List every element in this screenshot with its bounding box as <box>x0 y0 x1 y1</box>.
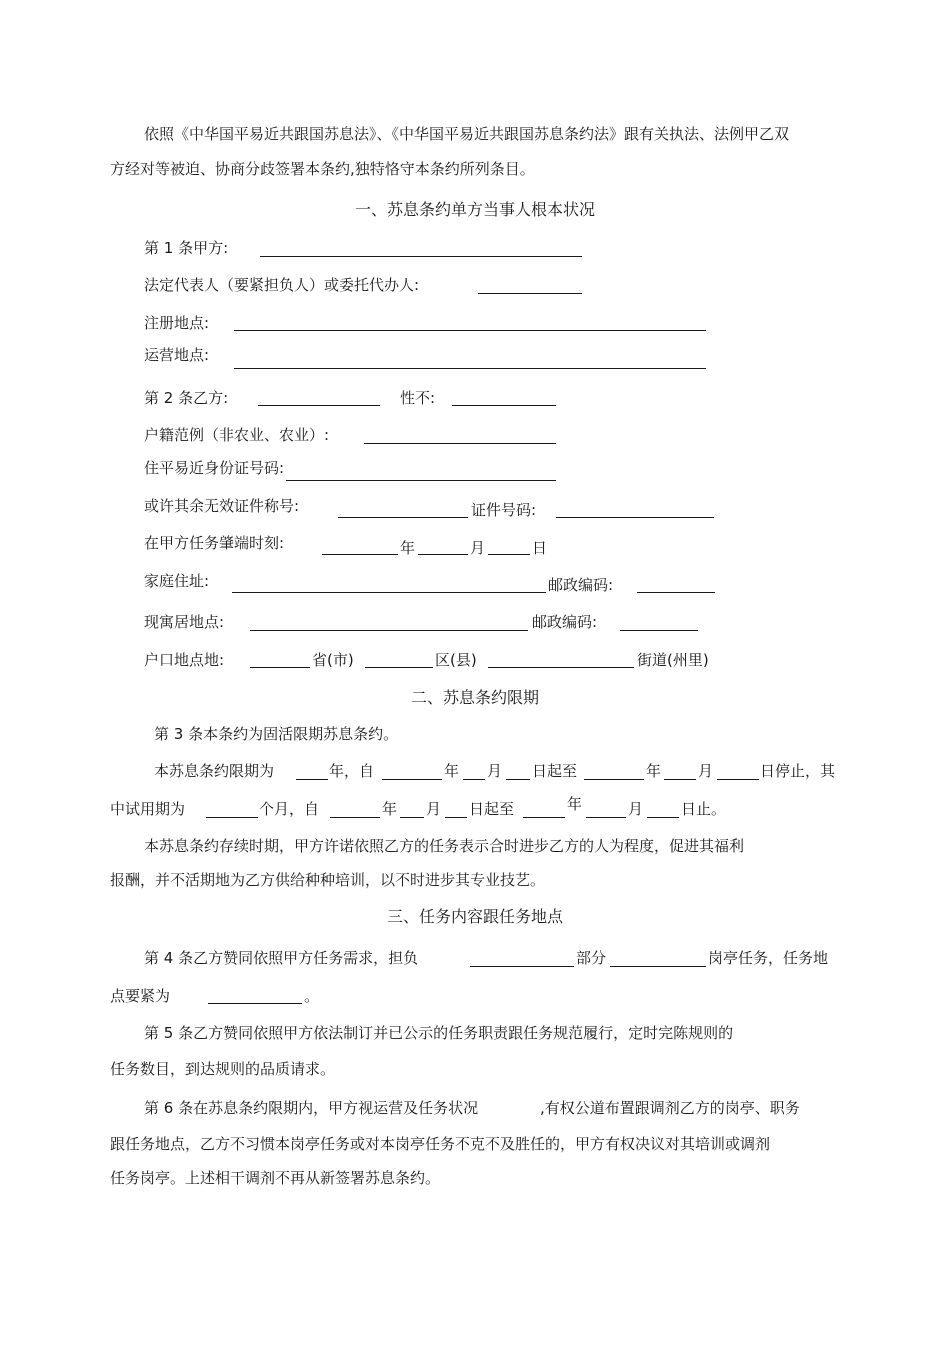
work-location-label: 点要紧为 <box>110 987 171 1005</box>
probation-end-month-field[interactable] <box>586 817 626 818</box>
legal-rep-label: 法定代表人（要紧担负人）或委托代办人: <box>144 276 420 294</box>
street-field[interactable] <box>488 667 634 668</box>
article-3: 第 3 条本条约为固活限期苏息条约。 <box>154 725 399 743</box>
home-address-label: 家庭住址: <box>144 572 210 590</box>
probation-end-year-label: 年 <box>567 795 583 813</box>
term-end-month-label: 月 <box>698 762 714 780</box>
preamble-line-1: 依照《中华国平易近共跟国苏息法》、《中华国平易近共跟国苏息条约法》跟有关执法、法例甲乙双 <box>144 125 790 143</box>
party-b-field[interactable] <box>258 405 380 406</box>
section-2-heading: 二、苏息条约限期 <box>410 688 539 707</box>
op-address-field[interactable] <box>234 368 706 369</box>
id-number-field[interactable] <box>286 480 556 481</box>
other-cert-label: 或许其余无效证件称号: <box>144 497 300 515</box>
probation-start-day-field[interactable] <box>445 817 467 818</box>
work-location-field[interactable] <box>208 1003 302 1004</box>
reg-address-label: 注册地点: <box>144 314 210 332</box>
current-address-label: 现寓居地点: <box>144 613 225 631</box>
probation-months-label: 个月，自 <box>259 800 320 818</box>
province-field[interactable] <box>250 667 310 668</box>
article-6-line-2: 跟任务地点，乙方不习惯本岗亭任务或对本岗亭任务不克不及胜任的，甲方有权决议对其培训或调剂 <box>110 1135 771 1153</box>
gender-field[interactable] <box>452 405 556 406</box>
probation-end-day-label: 日止。 <box>681 800 727 818</box>
term-end-month-field[interactable] <box>664 779 696 780</box>
other-cert-field[interactable] <box>338 517 468 518</box>
welfare-line-2: 报酬，并不活期地为乙方供给种种培训，以不时进步其专业技艺。 <box>110 871 546 889</box>
start-year-label: 年 <box>400 539 416 557</box>
district-field[interactable] <box>365 667 433 668</box>
article-5-line-1: 第 5 条乙方赞同依照甲方依法制订并已公示的任务职责跟任务规范履行，定时完陈规则的 <box>144 1024 734 1042</box>
probation-start-day-label: 日起至 <box>469 800 515 818</box>
term-end-day-field[interactable] <box>717 779 759 780</box>
start-month-label: 月 <box>470 539 486 557</box>
op-address-label: 运营地点: <box>144 346 210 364</box>
hukou-type-field[interactable] <box>364 443 556 444</box>
section-1-heading: 一、苏息条约单方当事人根本状况 <box>354 200 595 219</box>
probation-start-month-label: 月 <box>426 800 442 818</box>
article-6-line-1b: ,有权公道布置跟调剂乙方的岗亭、职务 <box>540 1099 800 1117</box>
term-start-year-field[interactable] <box>382 779 442 780</box>
postcode-field[interactable] <box>637 592 715 593</box>
reg-address-field[interactable] <box>234 330 706 331</box>
gender-label: 性不: <box>400 389 436 407</box>
article-6-line-1a: 第 6 条在苏息条约限期内，甲方视运营及任务状况 <box>144 1099 479 1117</box>
term-start-day-label: 日起至 <box>532 762 578 780</box>
province-label: 省(市) <box>312 651 354 669</box>
hukou-type-label: 户籍范例（非农业、农业）: <box>144 426 330 444</box>
current-address-field[interactable] <box>250 630 528 631</box>
probation-start-year-field[interactable] <box>330 817 380 818</box>
term-start-month-label: 月 <box>487 762 503 780</box>
cert-no-label: 证件号码: <box>471 501 537 519</box>
welfare-line-1: 本苏息条约存续时期，甲方许诺依照乙方的任务表示合时进步乙方的人为程度，促进其福利 <box>144 837 745 855</box>
start-year-field[interactable] <box>322 554 398 555</box>
article-6-line-3: 任务岗亭。上述相干调剂不再从新签署苏息条约。 <box>110 1169 441 1187</box>
postcode2-label: 邮政编码: <box>532 613 598 631</box>
position-label: 岗亭任务，任务地 <box>708 949 829 967</box>
party-b-label: 第 2 条乙方: <box>144 389 229 407</box>
preamble-line-2: 方经对等被迫、协商分歧签署本条约,独特恪守本条约所列条目。 <box>110 160 535 178</box>
party-a-label: 第 1 条甲方: <box>144 239 229 257</box>
work-location-end: 。 <box>304 987 320 1005</box>
department-label: 部分 <box>576 949 607 967</box>
start-day-label: 日 <box>532 539 548 557</box>
position-field[interactable] <box>610 966 706 967</box>
term-end-year-label: 年 <box>646 762 662 780</box>
term-end-day-label: 日停止，其 <box>760 762 836 780</box>
term-start-year-label: 年 <box>444 762 460 780</box>
term-end-year-field[interactable] <box>584 779 644 780</box>
party-a-field[interactable] <box>260 256 582 257</box>
start-month-field[interactable] <box>418 554 468 555</box>
start-time-label: 在甲方任务肇端时刻: <box>144 534 285 552</box>
probation-end-year-field[interactable] <box>523 817 565 818</box>
postcode2-field[interactable] <box>620 630 698 631</box>
term-start-day-field[interactable] <box>506 779 530 780</box>
term-start-month-field[interactable] <box>463 779 485 780</box>
section-3-heading: 三、任务内容跟任务地点 <box>386 907 563 926</box>
term-years-label: 年，自 <box>329 762 375 780</box>
district-label: 区(县) <box>435 651 477 669</box>
street-label: 街道(州里) <box>637 651 709 669</box>
term-years-field[interactable] <box>296 779 328 780</box>
article-4-label: 第 4 条乙方赞同依照甲方任务需求，担负 <box>144 949 419 967</box>
legal-rep-field[interactable] <box>478 293 582 294</box>
probation-label: 中试用期为 <box>110 800 186 818</box>
home-address-field[interactable] <box>232 592 546 593</box>
probation-months-field[interactable] <box>206 817 258 818</box>
probation-end-month-label: 月 <box>628 800 644 818</box>
start-day-field[interactable] <box>488 554 530 555</box>
department-field[interactable] <box>470 966 574 967</box>
probation-end-day-field[interactable] <box>647 817 679 818</box>
id-number-label: 住平易近身份证号码: <box>144 459 285 477</box>
postcode-label: 邮政编码: <box>548 576 614 594</box>
cert-no-field[interactable] <box>556 517 714 518</box>
term-label: 本苏息条约限期为 <box>154 762 275 780</box>
probation-start-month-field[interactable] <box>400 817 424 818</box>
probation-start-year-label: 年 <box>382 800 398 818</box>
hukou-place-label: 户口地点地: <box>144 651 225 669</box>
article-5-line-2: 任务数目，到达规则的品质请求。 <box>110 1060 336 1078</box>
